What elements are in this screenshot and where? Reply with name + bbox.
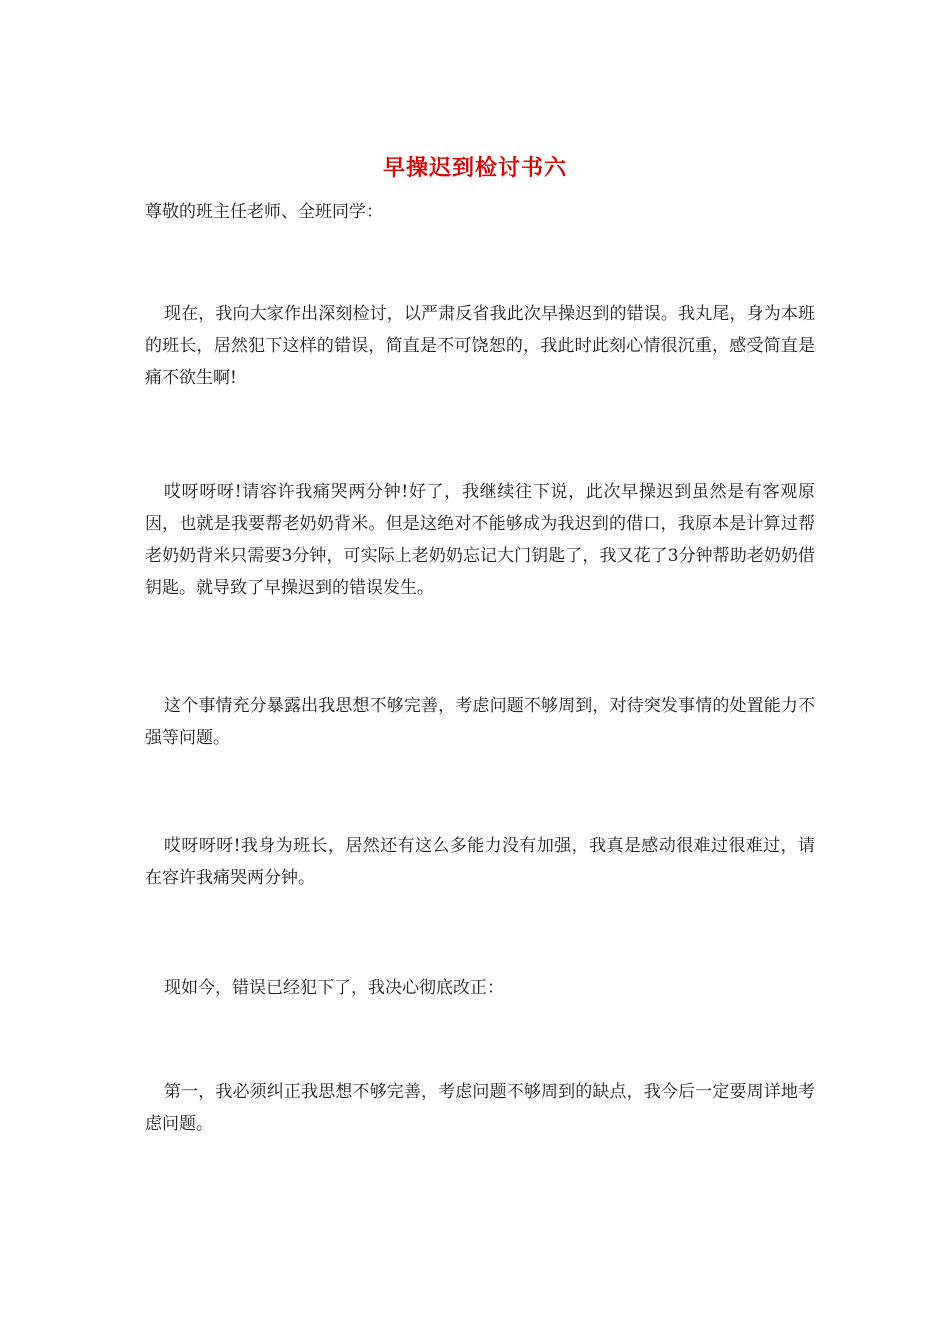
salutation: 尊敬的班主任老师、全班同学： bbox=[145, 202, 383, 222]
document-title: 早操迟到检讨书六 bbox=[382, 155, 567, 181]
paragraph: 哎呀呀呀!请容许我痛哭两分钟!好了，我继续往下说，此次早操迟到虽然是有客观原因，也就是我要帮老奶奶背米。但是这绝对不能够成为我迟到的借口，我原本是计算过帮老奶奶背米只需要3分钟，可实际上老奶奶忘记大门钥匙了，我又花了3分钟帮助老奶奶借钥匙。就导致了早操迟到的错误发生。 bbox=[145, 482, 815, 598]
paragraph: 现在，我向大家作出深刻检讨，以严肃反省我此次早操迟到的错误。我丸尾，身为本班的班长，居然犯下这样的错误，简直是不可饶恕的，我此时此刻心情很沉重，感受简直是痛不欲生啊! bbox=[145, 304, 815, 388]
paragraph: 第一，我必须纠正我思想不够完善，考虑问题不够周到的缺点，我今后一定要周详地考虑问题。 bbox=[145, 1082, 815, 1134]
paragraph: 这个事情充分暴露出我思想不够完善，考虑问题不够周到，对待突发事情的处置能力不强等问题。 bbox=[145, 696, 815, 748]
paragraph: 哎呀呀呀!我身为班长，居然还有这么多能力没有加强，我真是感动很难过很难过，请在容许我痛哭两分钟。 bbox=[145, 836, 815, 888]
paragraph: 现如今，错误已经犯下了，我决心彻底改正： bbox=[164, 978, 504, 998]
